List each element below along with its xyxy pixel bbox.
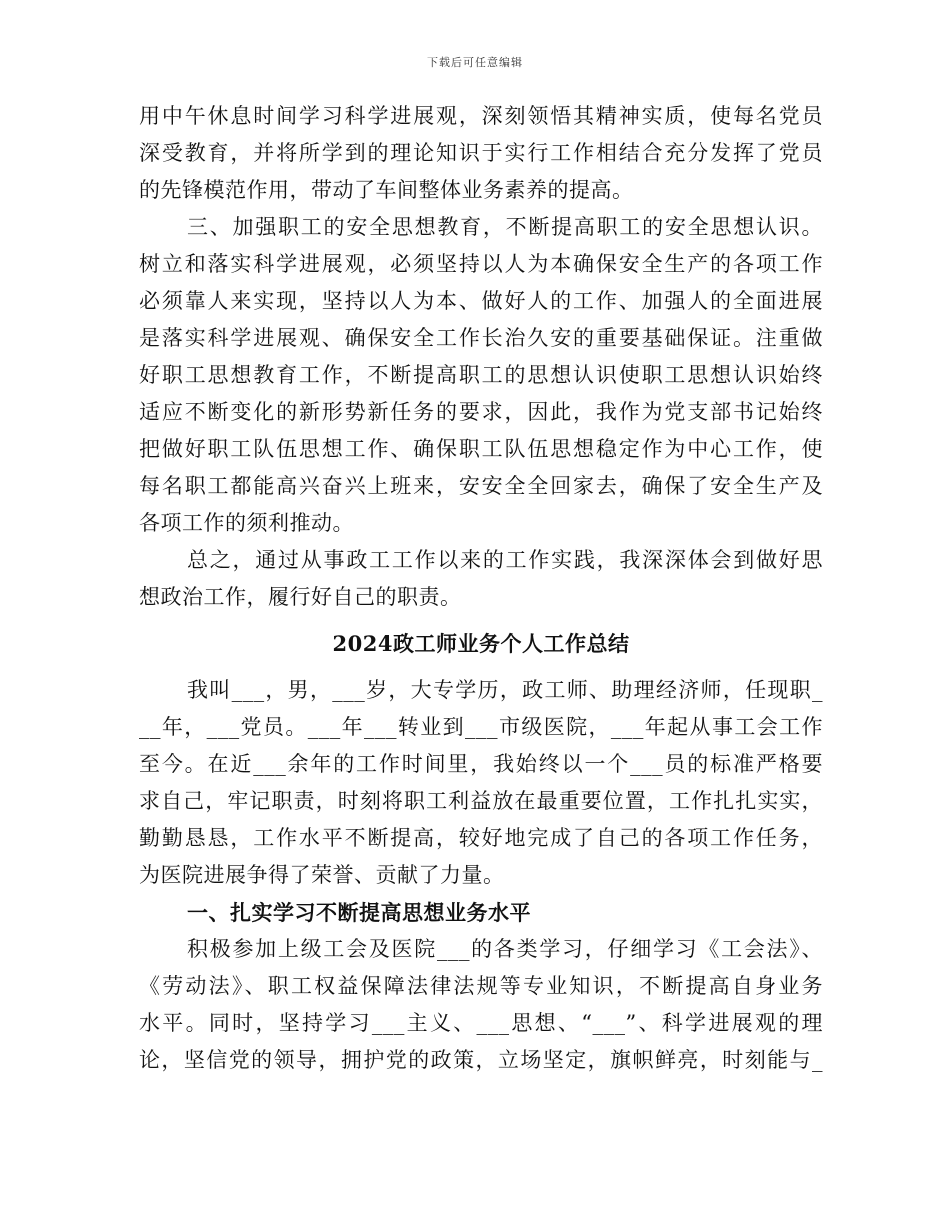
text-line: 各项工作的须利推动。 [139,511,354,535]
text-line: 用中午休息时间学习科学进展观，深刻领悟其精神实质，使每名党员 [139,104,823,128]
section-heading: 一、扎实学习不断提高思想业务水平 [187,900,531,925]
text-line: 每名职工都能高兴奋兴上班来，安安全全回家去，确保了安全生产及 [139,474,823,498]
text-line: 求自己，牢记职责，时刻将职工利益放在最重要位置，工作扎扎实实， [139,789,823,813]
document-title: 2024政工师业务个人工作总结 [332,631,630,656]
text-line: 树立和落实科学进展观，必须坚持以人为本确保安全生产的各项工作 [139,252,823,276]
paragraph-introduction [139,672,823,894]
text-line: 的先锋模范作用，带动了车间整体业务素养的提高。 [139,178,634,202]
text-line: __年，___党员。___年___转业到___市级医院，___年起从事工会工作 [139,715,823,739]
text-line: 想政治工作，履行好自己的职责。 [139,585,462,609]
text-line: 水平。同时，坚持学习___主义、___思想、“___”、科学进展观的理 [139,1011,823,1035]
text-line: 论，坚信党的领导，拥护党的政策，立场坚定，旗帜鲜亮，时刻能与_ [139,1048,823,1072]
text-line: 《劳动法》、职工权益保障法律法规等专业知识，不断提高自身业务 [139,974,823,998]
text-line: 勤勤恳恳，工作水平不断提高，较好地完成了自己的各项工作任务， [139,826,823,850]
text-line: 把做好职工队伍思想工作、确保职工队伍思想稳定作为中心工作，使 [139,437,823,461]
paragraph-study [139,931,823,1079]
text-line: 为医院进展争得了荣誉、贡献了力量。 [139,863,505,887]
text-line: 深受教育，并将所学到的理论知识于实行工作相结合充分发挥了党员 [139,141,823,165]
document-body [139,98,823,1079]
paragraph-summary [139,542,823,616]
text-line: 是落实科学进展观、确保安全工作长治久安的重要基础保证。注重做 [139,326,823,350]
text-line: 积极参加上级工会及医院___的各类学习，仔细学习《工会法》、 [187,937,823,961]
paragraph-continuation [139,98,823,209]
text-line: 好职工思想教育工作，不断提高职工的思想认识使职工思想认识始终 [139,363,823,387]
page-header: 下载后可任意编辑 [427,56,523,69]
text-line: 我叫___，男，___岁，大专学历，政工师、助理经济师，任现职_ [187,678,823,702]
paragraph-safety-education [139,209,823,542]
text-line: 至今。在近___余年的工作时间里，我始终以一个___员的标准严格要 [139,752,823,776]
text-line: 必须靠人来实现，坚持以人为本、做好人的工作、加强人的全面进展 [139,289,823,313]
text-line: 总之，通过从事政工工作以来的工作实践，我深深体会到做好思 [187,548,823,572]
text-line: 三、加强职工的安全思想教育，不断提高职工的安全思想认识。 [187,215,823,239]
text-line: 适应不断变化的新形势新任务的要求，因此，我作为党支部书记始终 [139,400,823,424]
